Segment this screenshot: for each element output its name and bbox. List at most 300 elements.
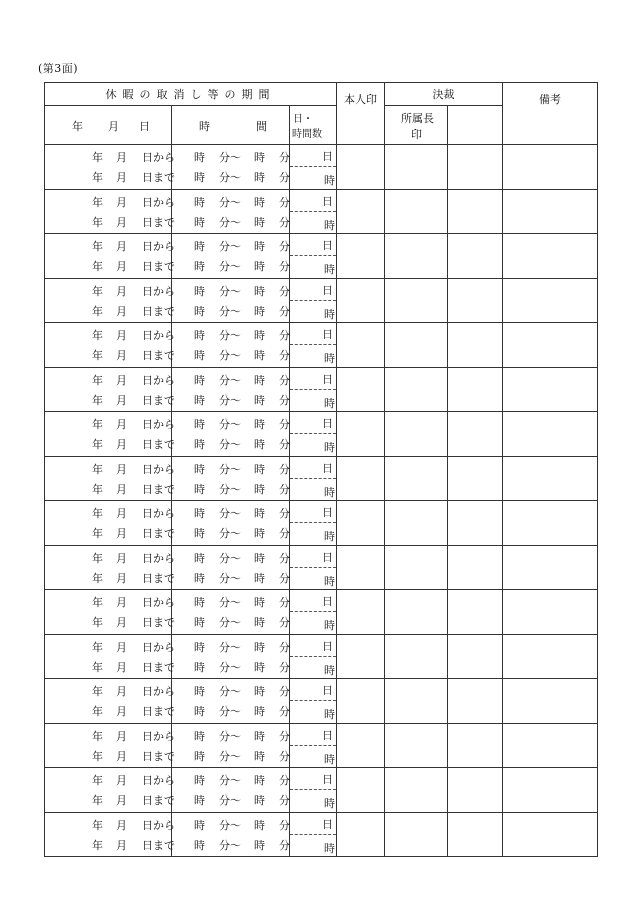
remarks-cell[interactable]	[503, 456, 598, 501]
from-month: 月	[116, 640, 127, 654]
self-seal-cell[interactable]	[337, 634, 385, 679]
dashed-divider	[290, 433, 336, 434]
day-unit: 日	[322, 684, 333, 697]
header-year: 年	[72, 120, 83, 133]
hour-unit: 時	[324, 485, 335, 499]
to-month: 月	[116, 616, 127, 629]
dashed-divider	[290, 656, 336, 657]
to-hour-2: 時	[254, 171, 265, 184]
leave-cancellation-form	[44, 82, 597, 855]
chief-seal-cell[interactable]	[385, 723, 448, 768]
to-day: 日まで	[142, 304, 175, 318]
to-hour-1: 時	[194, 482, 205, 496]
chief-seal-cell[interactable]	[385, 145, 448, 190]
header-month: 月	[108, 120, 119, 133]
from-year: 年	[92, 507, 103, 520]
from-min-1: 分〜	[219, 507, 241, 520]
to-day: 日まで	[142, 215, 175, 229]
from-year: 年	[92, 685, 103, 698]
days-hours-cell[interactable]	[290, 145, 337, 190]
days-hours-cell[interactable]	[290, 768, 337, 813]
header-hour: 時	[199, 120, 210, 133]
remarks-cell[interactable]	[503, 768, 598, 813]
hour-unit: 時	[324, 396, 335, 410]
remarks-cell[interactable]	[503, 634, 598, 679]
date-cell[interactable]	[45, 634, 175, 679]
from-month: 月	[116, 195, 127, 209]
from-hour-2: 時	[254, 462, 265, 476]
from-min-2: 分	[279, 507, 290, 520]
to-hour-2: 時	[254, 482, 265, 496]
from-year: 年	[92, 462, 103, 476]
self-seal-cell[interactable]	[337, 456, 385, 501]
to-day: 日まで	[142, 571, 175, 585]
approval-cell[interactable]	[448, 723, 503, 768]
to-day: 日まで	[142, 616, 175, 629]
to-min-2: 分	[279, 794, 290, 807]
from-month: 月	[116, 418, 127, 431]
to-month: 月	[116, 660, 127, 674]
time-cell[interactable]	[172, 634, 290, 679]
to-year: 年	[92, 393, 103, 407]
date-cell[interactable]	[45, 412, 175, 457]
from-month: 月	[116, 284, 127, 298]
from-hour-1: 時	[194, 418, 205, 431]
from-hour-2: 時	[254, 551, 265, 565]
chief-seal-cell[interactable]	[385, 812, 448, 857]
to-year: 年	[92, 838, 103, 852]
days-hours-cell[interactable]	[290, 234, 337, 279]
to-min-1: 分〜	[219, 171, 241, 184]
period-table	[44, 82, 598, 857]
from-month: 月	[116, 818, 127, 832]
chief-seal-cell[interactable]	[385, 234, 448, 279]
to-day: 日まで	[142, 438, 175, 451]
dashed-divider	[290, 834, 336, 835]
from-day: 日から	[142, 640, 175, 654]
remarks-cell[interactable]	[503, 679, 598, 724]
table-row	[45, 145, 598, 190]
to-year: 年	[92, 616, 103, 629]
time-cell[interactable]	[172, 189, 290, 234]
from-min-1: 分〜	[219, 685, 241, 698]
time-cell[interactable]	[172, 234, 290, 279]
hour-unit: 時	[324, 174, 335, 187]
to-year: 年	[92, 749, 103, 763]
from-month: 月	[116, 596, 127, 609]
day-unit: 日	[322, 817, 333, 831]
to-day: 日まで	[142, 749, 175, 763]
to-min-2: 分	[279, 838, 290, 852]
days-hours-cell[interactable]	[290, 679, 337, 724]
from-day: 日から	[142, 462, 175, 476]
from-min-2: 分	[279, 195, 290, 209]
to-day: 日まで	[142, 838, 175, 852]
to-hour-2: 時	[254, 571, 265, 585]
from-min-2: 分	[279, 373, 290, 387]
chief-seal-cell[interactable]	[385, 501, 448, 546]
from-hour-2: 時	[254, 640, 265, 654]
day-unit: 日	[322, 239, 333, 252]
from-min-2: 分	[279, 685, 290, 698]
table-row	[45, 812, 598, 857]
self-seal-cell[interactable]	[337, 323, 385, 368]
from-month: 月	[116, 507, 127, 520]
date-cell[interactable]	[45, 278, 175, 323]
self-seal-cell[interactable]	[337, 812, 385, 857]
chief-seal-cell[interactable]	[385, 367, 448, 412]
approval-cell[interactable]	[448, 545, 503, 590]
dashed-divider	[290, 522, 336, 523]
approval-cell[interactable]	[448, 590, 503, 635]
self-seal-cell[interactable]	[337, 278, 385, 323]
to-hour-2: 時	[254, 349, 265, 362]
date-cell[interactable]	[45, 367, 175, 412]
from-month: 月	[116, 774, 127, 787]
to-min-1: 分〜	[219, 838, 241, 852]
from-year: 年	[92, 818, 103, 832]
time-cell[interactable]	[172, 679, 290, 724]
from-day: 日から	[142, 685, 175, 698]
to-min-1: 分〜	[219, 705, 241, 718]
table-row	[45, 545, 598, 590]
remarks-cell[interactable]	[503, 412, 598, 457]
header-approval: 決裁	[385, 83, 503, 106]
day-unit: 日	[322, 417, 333, 430]
from-min-1: 分〜	[219, 195, 241, 209]
from-year: 年	[92, 151, 103, 164]
date-cell[interactable]	[45, 501, 175, 546]
date-cell[interactable]	[45, 323, 175, 368]
remarks-cell[interactable]	[503, 278, 598, 323]
to-month: 月	[116, 571, 127, 585]
to-day: 日まで	[142, 393, 175, 407]
days-hours-cell[interactable]	[290, 412, 337, 457]
approval-cell[interactable]	[448, 278, 503, 323]
from-hour-1: 時	[194, 551, 205, 565]
from-day: 日から	[142, 774, 175, 787]
to-hour-1: 時	[194, 838, 205, 852]
days-hours-cell[interactable]	[290, 189, 337, 234]
self-seal-cell[interactable]	[337, 412, 385, 457]
from-hour-1: 時	[194, 284, 205, 298]
chief-seal-cell[interactable]	[385, 590, 448, 635]
time-cell[interactable]	[172, 367, 290, 412]
approval-cell[interactable]	[448, 412, 503, 457]
chief-seal-cell[interactable]	[385, 545, 448, 590]
hour-unit: 時	[324, 663, 335, 677]
time-cell[interactable]	[172, 278, 290, 323]
date-cell[interactable]	[45, 145, 175, 190]
dashed-divider	[290, 567, 336, 568]
chief-seal-cell[interactable]	[385, 768, 448, 813]
to-year: 年	[92, 571, 103, 585]
from-hour-1: 時	[194, 596, 205, 609]
from-hour-2: 時	[254, 240, 265, 253]
page-label: (第3面)	[38, 62, 79, 75]
from-hour-1: 時	[194, 774, 205, 787]
to-min-2: 分	[279, 571, 290, 585]
days-hours-cell[interactable]	[290, 323, 337, 368]
self-seal-cell[interactable]	[337, 501, 385, 546]
approval-cell[interactable]	[448, 768, 503, 813]
header-remarks: 備考	[503, 83, 598, 145]
from-month: 月	[116, 240, 127, 253]
self-seal-cell[interactable]	[337, 367, 385, 412]
to-min-1: 分〜	[219, 260, 241, 273]
time-cell[interactable]	[172, 456, 290, 501]
to-month: 月	[116, 260, 127, 273]
dashed-divider	[290, 611, 336, 612]
chief-seal-cell[interactable]	[385, 679, 448, 724]
header-days-hours-bottom: 時間数	[292, 129, 322, 140]
from-hour-1: 時	[194, 240, 205, 253]
from-hour-2: 時	[254, 729, 265, 743]
dashed-divider	[290, 166, 336, 167]
header-chief-top: 所属長	[401, 112, 434, 125]
time-cell[interactable]	[172, 323, 290, 368]
to-hour-1: 時	[194, 393, 205, 407]
to-min-2: 分	[279, 260, 290, 273]
approval-cell[interactable]	[448, 501, 503, 546]
from-min-1: 分〜	[219, 774, 241, 787]
table-row	[45, 501, 598, 546]
from-month: 月	[116, 373, 127, 387]
self-seal-cell[interactable]	[337, 145, 385, 190]
to-year: 年	[92, 349, 103, 362]
dashed-divider	[290, 789, 336, 790]
self-seal-cell[interactable]	[337, 189, 385, 234]
to-hour-1: 時	[194, 616, 205, 629]
date-cell[interactable]	[45, 768, 175, 813]
time-cell[interactable]	[172, 501, 290, 546]
remarks-cell[interactable]	[503, 812, 598, 857]
remarks-cell[interactable]	[503, 501, 598, 546]
date-cell[interactable]	[45, 590, 175, 635]
hour-unit: 時	[324, 352, 335, 365]
to-min-1: 分〜	[219, 304, 241, 318]
approval-cell[interactable]	[448, 812, 503, 857]
date-cell[interactable]	[45, 723, 175, 768]
from-day: 日から	[142, 151, 175, 164]
day-unit: 日	[322, 728, 333, 742]
time-cell[interactable]	[172, 412, 290, 457]
time-cell[interactable]	[172, 590, 290, 635]
chief-seal-cell[interactable]	[385, 189, 448, 234]
approval-cell[interactable]	[448, 189, 503, 234]
remarks-cell[interactable]	[503, 545, 598, 590]
chief-seal-cell[interactable]	[385, 412, 448, 457]
from-hour-2: 時	[254, 596, 265, 609]
table-row	[45, 634, 598, 679]
self-seal-cell[interactable]	[337, 234, 385, 279]
days-hours-cell[interactable]	[290, 723, 337, 768]
to-hour-2: 時	[254, 749, 265, 763]
time-cell[interactable]	[172, 145, 290, 190]
from-min-1: 分〜	[219, 462, 241, 476]
remarks-cell[interactable]	[503, 590, 598, 635]
hour-unit: 時	[324, 841, 335, 855]
approval-cell[interactable]	[448, 367, 503, 412]
from-month: 月	[116, 462, 127, 476]
remarks-cell[interactable]	[503, 723, 598, 768]
self-seal-cell[interactable]	[337, 723, 385, 768]
dashed-divider	[290, 344, 336, 345]
days-hours-cell[interactable]	[290, 278, 337, 323]
days-hours-cell[interactable]	[290, 634, 337, 679]
remarks-cell[interactable]	[503, 323, 598, 368]
day-unit: 日	[322, 283, 333, 297]
to-min-2: 分	[279, 705, 290, 718]
to-month: 月	[116, 794, 127, 807]
hour-unit: 時	[324, 619, 335, 632]
day-unit: 日	[322, 639, 333, 653]
from-hour-2: 時	[254, 774, 265, 787]
to-year: 年	[92, 438, 103, 451]
from-year: 年	[92, 373, 103, 387]
to-hour-2: 時	[254, 215, 265, 229]
from-month: 月	[116, 329, 127, 342]
chief-seal-cell[interactable]	[385, 323, 448, 368]
from-day: 日から	[142, 729, 175, 743]
hour-unit: 時	[324, 708, 335, 721]
to-month: 月	[116, 349, 127, 362]
self-seal-cell[interactable]	[337, 590, 385, 635]
days-hours-cell[interactable]	[290, 590, 337, 635]
from-year: 年	[92, 596, 103, 609]
hour-unit: 時	[324, 263, 335, 276]
approval-cell[interactable]	[448, 323, 503, 368]
hour-unit: 時	[324, 218, 335, 232]
from-hour-2: 時	[254, 151, 265, 164]
from-min-1: 分〜	[219, 640, 241, 654]
to-year: 年	[92, 260, 103, 273]
to-min-2: 分	[279, 660, 290, 674]
date-cell[interactable]	[45, 234, 175, 279]
from-year: 年	[92, 240, 103, 253]
self-seal-cell[interactable]	[337, 545, 385, 590]
to-month: 月	[116, 215, 127, 229]
from-hour-2: 時	[254, 818, 265, 832]
remarks-cell[interactable]	[503, 367, 598, 412]
day-unit: 日	[322, 328, 333, 341]
date-cell[interactable]	[45, 456, 175, 501]
approval-cell[interactable]	[448, 679, 503, 724]
from-hour-2: 時	[254, 329, 265, 342]
to-min-2: 分	[279, 215, 290, 229]
time-cell[interactable]	[172, 812, 290, 857]
table-row	[45, 189, 598, 234]
from-hour-2: 時	[254, 685, 265, 698]
approval-cell[interactable]	[448, 456, 503, 501]
remarks-cell[interactable]	[503, 234, 598, 279]
to-hour-1: 時	[194, 794, 205, 807]
table-row	[45, 323, 598, 368]
from-min-1: 分〜	[219, 596, 241, 609]
days-hours-cell[interactable]	[290, 545, 337, 590]
from-day: 日から	[142, 240, 175, 253]
table-row	[45, 456, 598, 501]
header-chief	[385, 106, 448, 145]
from-min-2: 分	[279, 284, 290, 298]
dashed-divider	[290, 389, 336, 390]
chief-seal-cell[interactable]	[385, 278, 448, 323]
days-hours-cell[interactable]	[290, 456, 337, 501]
from-month: 月	[116, 151, 127, 164]
time-cell[interactable]	[172, 545, 290, 590]
to-hour-1: 時	[194, 215, 205, 229]
day-unit: 日	[322, 773, 333, 786]
time-cell[interactable]	[172, 723, 290, 768]
from-day: 日から	[142, 195, 175, 209]
to-hour-1: 時	[194, 660, 205, 674]
to-day: 日まで	[142, 260, 175, 273]
table-row	[45, 723, 598, 768]
chief-seal-cell[interactable]	[385, 634, 448, 679]
to-year: 年	[92, 705, 103, 718]
to-hour-2: 時	[254, 705, 265, 718]
date-cell[interactable]	[45, 545, 175, 590]
to-hour-2: 時	[254, 794, 265, 807]
to-year: 年	[92, 215, 103, 229]
from-min-2: 分	[279, 151, 290, 164]
dashed-divider	[290, 255, 336, 256]
from-hour-1: 時	[194, 685, 205, 698]
self-seal-cell[interactable]	[337, 768, 385, 813]
from-hour-1: 時	[194, 151, 205, 164]
from-day: 日から	[142, 818, 175, 832]
header-period: 休暇の取消し等の期間	[45, 83, 337, 106]
dashed-divider	[290, 300, 336, 301]
remarks-cell[interactable]	[503, 145, 598, 190]
to-day: 日まで	[142, 482, 175, 496]
from-min-2: 分	[279, 418, 290, 431]
from-min-1: 分〜	[219, 329, 241, 342]
time-cell[interactable]	[172, 768, 290, 813]
days-hours-cell[interactable]	[290, 367, 337, 412]
to-hour-1: 時	[194, 260, 205, 273]
to-min-1: 分〜	[219, 482, 241, 496]
from-min-1: 分〜	[219, 729, 241, 743]
from-day: 日から	[142, 329, 175, 342]
days-hours-cell[interactable]	[290, 812, 337, 857]
table-row	[45, 412, 598, 457]
from-min-2: 分	[279, 818, 290, 832]
to-year: 年	[92, 304, 103, 318]
approval-cell[interactable]	[448, 634, 503, 679]
to-hour-1: 時	[194, 705, 205, 718]
header-time	[172, 106, 290, 145]
days-hours-cell[interactable]	[290, 501, 337, 546]
approval-cell[interactable]	[448, 145, 503, 190]
approval-cell[interactable]	[448, 234, 503, 279]
remarks-cell[interactable]	[503, 189, 598, 234]
from-hour-2: 時	[254, 507, 265, 520]
chief-seal-cell[interactable]	[385, 456, 448, 501]
self-seal-cell[interactable]	[337, 679, 385, 724]
date-cell[interactable]	[45, 189, 175, 234]
to-min-1: 分〜	[219, 349, 241, 362]
day-unit: 日	[322, 595, 333, 608]
from-hour-2: 時	[254, 418, 265, 431]
dashed-divider	[290, 478, 336, 479]
header-self-seal: 本人印	[337, 83, 385, 145]
date-cell[interactable]	[45, 812, 175, 857]
date-cell[interactable]	[45, 679, 175, 724]
day-unit: 日	[322, 372, 333, 386]
from-year: 年	[92, 551, 103, 565]
from-day: 日から	[142, 373, 175, 387]
